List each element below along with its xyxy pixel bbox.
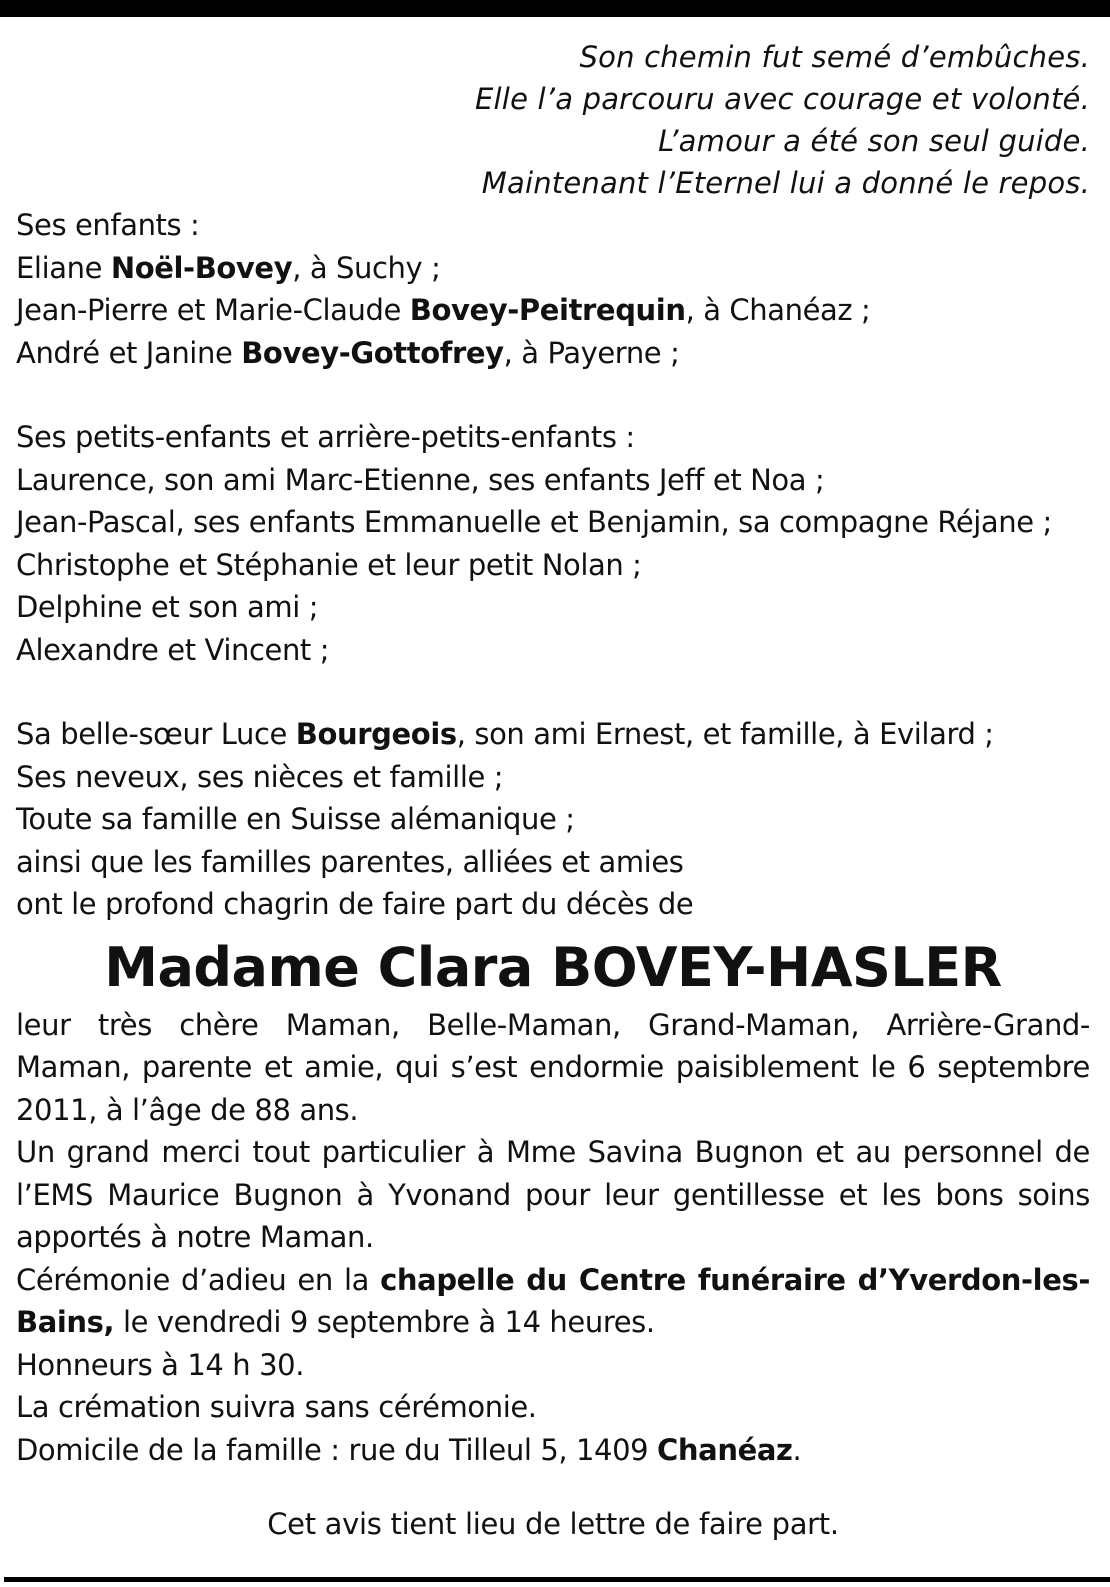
verse-line: L’amour a été son seul guide. <box>658 124 1090 158</box>
verse-line: Maintenant l’Eternel lui a donné le repos. <box>481 166 1090 200</box>
child-line: Jean-Pierre et Marie-Claude Bovey-Peitrequin, à Chanéaz ; <box>16 293 871 327</box>
grandchild-line: Laurence, son ami Marc-Etienne, ses enfants Jeff et Noa ; <box>16 462 825 497</box>
family-line: ont le profond chagrin de faire part du décès de <box>16 887 694 921</box>
honours-line: Honneurs à 14 h 30. <box>16 1347 305 1382</box>
address-line: Domicile de la famille : rue du Tilleul 5, 1409 Chanéaz. <box>16 1432 802 1467</box>
grandchild-line: Jean-Pascal, ses enfants Emmanuelle et Benjamin, sa compagne Réjane ; <box>16 505 1052 539</box>
verse-line: Son chemin fut semé d’embûches. <box>579 40 1090 74</box>
grandchildren-section <box>16 416 1090 671</box>
footer-note: Cet avis tient lieu de lettre de faire part. <box>267 1507 839 1541</box>
family-line: Sa belle-sœur Luce Bourgeois, son ami Ernest, et famille, à Evilard ; <box>16 717 994 751</box>
grandchild-line: Christophe et Stéphanie et leur petit Nolan ; <box>16 547 642 582</box>
obituary-notice <box>16 36 1090 1545</box>
family-line: Ses neveux, ses nièces et famille ; <box>16 759 504 794</box>
family-line: ainsi que les familles parentes, alliées et amies <box>16 844 684 879</box>
family-line: Toute sa famille en Suisse alémanique ; <box>16 802 575 836</box>
body-paragraph: leur très chère Maman, Belle-Maman, Grand-Maman, Arrière-Grand-Maman, parente et amie, qui s’est endormie paisiblement le 6 septembre 2011, à l’âge de 88 ans. <box>16 1007 1090 1127</box>
grandchildren-heading: Ses petits-enfants et arrière-petits-enfants : <box>16 420 635 454</box>
grandchild-line: Alexandre et Vincent ; <box>16 632 330 667</box>
body-paragraph: Un grand merci tout particulier à Mme Savina Bugnon et au personnel de l’EMS Maurice Bugnon à Yvonand pour leur gentillesse et les bons soins apportés à notre Maman. <box>16 1135 1090 1254</box>
epigraph-verse <box>16 36 1090 204</box>
children-heading: Ses enfants : <box>16 208 200 242</box>
deceased-name: Madame Clara BOVEY-HASLER <box>104 935 1002 999</box>
bottom-rule <box>4 1577 1110 1582</box>
extended-family-section <box>16 713 1090 926</box>
child-line: André et Janine Bovey-Gottofrey, à Payerne ; <box>16 335 680 370</box>
cremation-line: La crémation suivra sans cérémonie. <box>16 1390 537 1424</box>
verse-line: Elle l’a parcouru avec courage et volonté. <box>475 82 1090 116</box>
children-section <box>16 204 1090 374</box>
notice-body <box>16 1004 1090 1472</box>
ceremony-paragraph: Cérémonie d’adieu en la chapelle du Centre funéraire d’Yverdon-les-Bains, le vendredi 9 septembre à 14 heures. <box>16 1262 1090 1339</box>
top-rule <box>0 0 1110 17</box>
grandchild-line: Delphine et son ami ; <box>16 590 319 624</box>
child-line: Eliane Noël-Bovey, à Suchy ; <box>16 250 441 285</box>
